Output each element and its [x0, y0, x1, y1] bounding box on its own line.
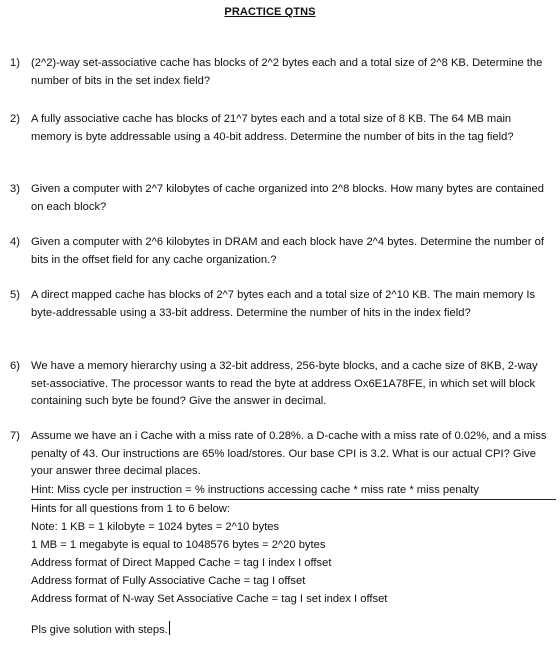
closing-line	[31, 621, 170, 639]
question-number: 5)	[10, 289, 20, 301]
hint-formula: Hint: Miss cycle per instruction = % instructions accessing cache * miss rate * miss penalty	[31, 481, 556, 500]
question-text: (2^2)-way set-associative cache has blocks of 2^2 bytes each and a total size of 2^8 KB. Determine the number of bits in the set index field?	[31, 57, 543, 87]
question-number: 6)	[10, 360, 20, 372]
closing-text: Pls give solution with steps.	[31, 624, 168, 636]
question-number: 7)	[10, 430, 20, 442]
question-text: Given a computer with 2^6 kilobytes in DRAM and each block have 2^4 bytes. Determine the number of bits in the offset field for any cache organization.?	[31, 236, 544, 266]
question-number: 2)	[10, 113, 20, 125]
question-text: We have a memory hierarchy using a 32-bit address, 256-byte blocks, and a cache size of 8KB, 2-way set-associative. The processor wants to read the byte at address Ox6E1A78FE, in which set will block containing such byte be found? Give the answer in decimal.	[31, 360, 538, 407]
page-title: PRACTICE QTNS	[224, 6, 316, 18]
hint-line: Hints for all questions from 1 to 6 below:	[31, 503, 230, 515]
question-text: Assume we have an i Cache with a miss rate of 0.28%. a D-cache with a miss rate of 0.02%, and a miss penalty of 43. Our instructions are 65% load/stores. Our base CPI is 3.2. What is our actual CPI? Give your answer three decimal places.	[31, 430, 547, 477]
hint-line: Note: 1 KB = 1 kilobyte = 1024 bytes = 2^10 bytes	[31, 521, 280, 533]
question-number: 3)	[10, 183, 20, 195]
hint-line: Address format of Direct Mapped Cache = tag I index I offset	[31, 557, 332, 569]
question-text: Given a computer with 2^7 kilobytes of cache organized into 2^8 blocks. How many bytes are contained on each block?	[31, 183, 544, 213]
question-text: A direct mapped cache has blocks of 2^7 bytes each and a total size of 2^10 KB. The main memory Is byte-addressable using a 33-bit address. Determine the number of hits in the index field?	[31, 289, 536, 319]
hint-line: Address format of Fully Associative Cache = tag I offset	[31, 575, 306, 587]
question-number: 1)	[10, 57, 20, 69]
text-cursor	[169, 621, 170, 635]
question-number: 4)	[10, 236, 20, 248]
question-text: A fully associative cache has blocks of 21^7 bytes each and a total size of 8 KB. The 64 MB main memory is byte addressable using a 40-bit address. Determine the number of bits in the tag field?	[31, 113, 514, 143]
hint-line: 1 MB = 1 megabyte is equal to 1048576 bytes = 2^20 bytes	[31, 539, 326, 551]
hint-line: Address format of N-way Set Associative Cache = tag I set index I offset	[31, 593, 388, 605]
